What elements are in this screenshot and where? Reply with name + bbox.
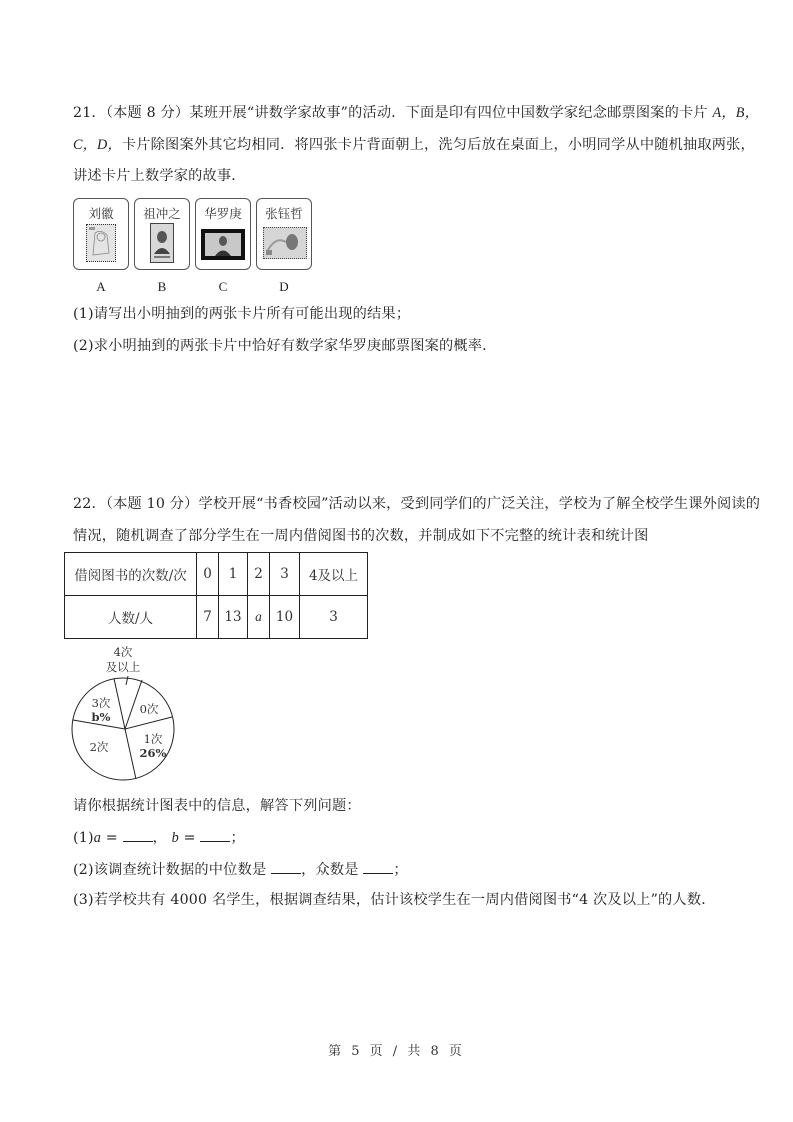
card-name: 华罗庚 — [204, 206, 242, 221]
pie-label-1-pct — [136, 746, 170, 760]
table-cell: 3 — [300, 596, 368, 639]
table-cell: 10 — [270, 596, 300, 639]
table-cell: 2 — [248, 553, 270, 596]
card-label-a: A — [96, 279, 106, 294]
q21-line-1 — [73, 103, 759, 123]
card-name: 祖冲之 — [143, 206, 181, 221]
stamp-zuchongzhi-image — [150, 223, 174, 263]
q22-sub1 — [73, 827, 245, 848]
pie-label-3-pct — [86, 710, 116, 724]
card-b — [134, 198, 190, 270]
card-label-c: C — [218, 279, 228, 294]
card-name: 张钰哲 — [265, 206, 303, 221]
table-cell: 7 — [197, 596, 219, 639]
q22-sub2-text: (2)该调查统计数据的中位数是 — [73, 862, 272, 878]
pie-pct-3: b% — [91, 710, 111, 724]
equals: = — [178, 830, 201, 846]
q21-text: 21．（本题 8 分）某班开展“讲数学家故事”的活动．下面是印有四位中国数学家纪念邮票图案的卡片 — [73, 105, 713, 121]
card-d — [256, 198, 312, 270]
pie-label-3: 3次 — [91, 696, 111, 710]
blank-a — [123, 827, 153, 842]
q22-sub2-text-2: ，众数是 — [301, 862, 364, 878]
pie-pct-1: 26% — [139, 746, 167, 760]
q22-line-2: 情况，随机调查了部分学生在一周内借阅图书的次数，并制成如下不完整的统计表和统计图 — [73, 528, 649, 544]
table-cell: 1 — [219, 553, 248, 596]
q22-sub1-prefix: (1) — [73, 830, 94, 846]
page-footer: 第 5 页 / 共 8 页 — [328, 1044, 465, 1059]
end-mark: ； — [230, 830, 245, 846]
stamp-hualuogeng-image — [201, 229, 245, 260]
q21-line-2 — [73, 135, 755, 155]
pie-label-0: 0次 — [139, 702, 159, 716]
q21-sub2: (2)求小明抽到的两张卡片中恰好有数学家华罗庚邮票图案的概率． — [73, 338, 497, 354]
pie-label-4plus-line2: 及以上 — [105, 660, 141, 674]
q22-intro: 请你根据统计图表中的信息，解答下列问题： — [73, 798, 361, 814]
q21-vars-cd: C，D， — [73, 137, 122, 153]
table-cell: 4及以上 — [300, 553, 368, 596]
pie-label-4plus: 4次 — [113, 645, 133, 659]
pie-label-1: 1次 — [143, 732, 163, 746]
end-mark: ； — [393, 862, 408, 878]
var-a: a — [93, 830, 101, 846]
card-label-d: D — [279, 279, 289, 294]
table-cell: 0 — [197, 553, 219, 596]
stamp-cards — [73, 198, 333, 298]
q21-sub1: (1)请写出小明抽到的两张卡片所有可能出现的结果； — [73, 306, 411, 322]
q21-line-3: 讲述卡片上数学家的故事． — [73, 168, 246, 184]
table-cell: 3 — [270, 553, 300, 596]
q21-text: 卡片除图案外其它均相同．将四张卡片背面朝上，洗匀后放在桌面上，小明同学从中随机抽取两张， — [121, 137, 755, 153]
blank-mode — [363, 859, 393, 874]
separator: ， — [152, 830, 167, 846]
stamp-liuhui-image — [86, 224, 116, 262]
table-cell: 13 — [219, 596, 248, 639]
equals: = — [101, 830, 123, 846]
stamp-zhangyuzhe-image — [263, 227, 307, 259]
q22-sub2 — [73, 859, 408, 880]
blank-median — [271, 859, 301, 874]
borrow-stats-table — [64, 552, 368, 639]
var-b: b — [171, 830, 179, 846]
table-cell: 借阅图书的次数/次 — [65, 553, 197, 596]
q22-line-1: 22．（本题 10 分）学校开展“书香校园”活动以来，受到同学们的广泛关注，学校为了解全校学生课外阅读的 — [73, 496, 761, 512]
table-header-row — [65, 553, 368, 596]
table-cell: a — [248, 596, 270, 639]
q22-sub3: (3)若学校共有 4000 名学生，根据调查结果，估计该校学生在一周内借阅图书“4 次及以上”的人数． — [73, 892, 716, 908]
table-row — [65, 596, 368, 639]
pie-label-2: 2次 — [89, 740, 109, 754]
pie-chart — [62, 640, 192, 790]
card-name: 刘徽 — [88, 206, 114, 221]
blank-b — [200, 827, 230, 842]
card-a — [73, 198, 129, 270]
card-label-b: B — [157, 279, 167, 294]
table-cell: 人数/人 — [65, 596, 197, 639]
card-c — [195, 198, 251, 270]
q21-vars-ab: A，B， — [712, 105, 760, 121]
